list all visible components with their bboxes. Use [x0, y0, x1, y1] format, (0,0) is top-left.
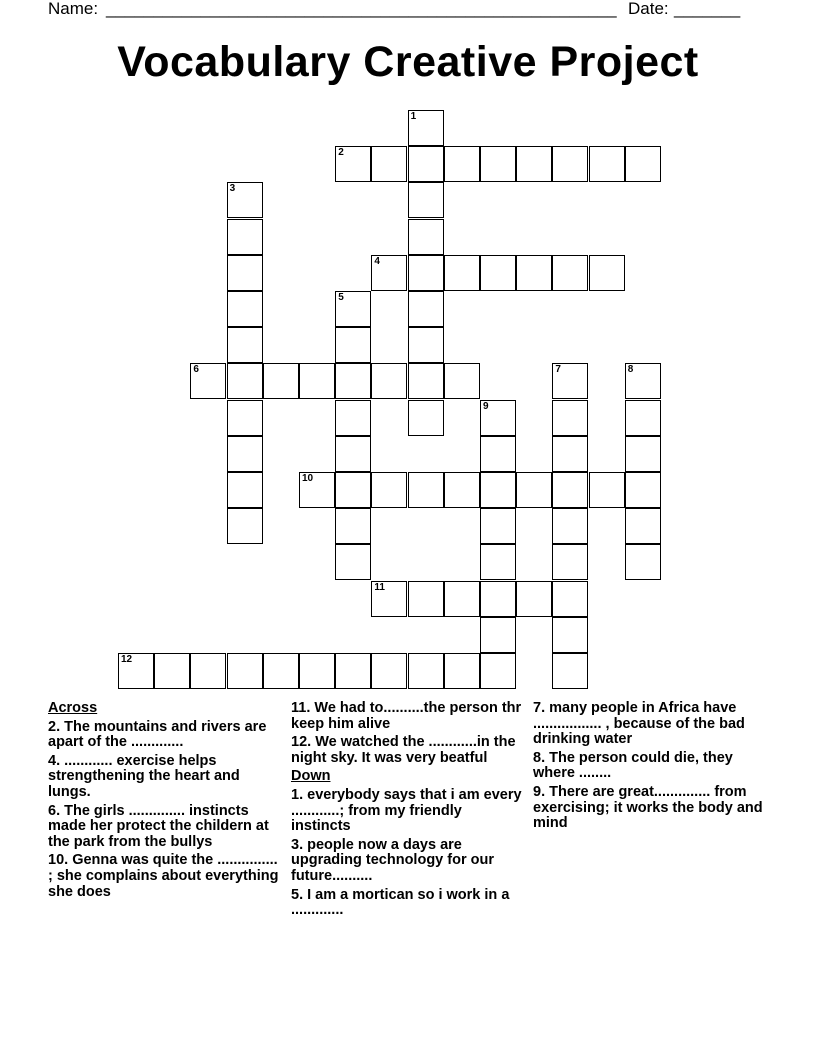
clue-text: We had to..........the person thr keep him alive [291, 700, 522, 732]
cell-number: 9 [483, 400, 489, 412]
crossword-cell[interactable] [589, 146, 625, 182]
crossword-cell[interactable] [190, 653, 226, 689]
crossword-cell[interactable] [371, 146, 407, 182]
crossword-cell[interactable] [118, 653, 154, 689]
crossword-cell[interactable] [444, 146, 480, 182]
cell-number: 5 [338, 292, 344, 303]
clue-down-3 [291, 838, 523, 885]
crossword-cell[interactable] [335, 146, 371, 182]
crossword-cell[interactable] [516, 581, 552, 617]
crossword-cell[interactable] [625, 436, 661, 472]
crossword-cell[interactable] [552, 255, 588, 291]
cell-number: 10 [302, 473, 314, 484]
cell-number: 7 [555, 364, 561, 376]
clue-down-9 [533, 785, 768, 832]
crossword-cell[interactable] [408, 653, 444, 689]
date-label: Date: [628, 0, 669, 18]
name-label: Name: [48, 0, 99, 18]
crossword-cell[interactable] [589, 472, 625, 508]
crossword-cell[interactable] [552, 581, 588, 617]
crossword-cell[interactable] [625, 363, 661, 399]
clue-across-10 [48, 853, 284, 900]
crossword-cell[interactable] [480, 472, 516, 508]
crossword-cell[interactable] [408, 219, 444, 255]
crossword-cell[interactable] [190, 363, 226, 399]
cell-number: 3 [229, 183, 236, 195]
clue-text: There are great.............. from exercising; it works the body and mind [533, 783, 763, 832]
crossword-cell[interactable] [516, 146, 552, 182]
crossword-cell[interactable] [625, 400, 661, 436]
clue-text: people now a days are upgrading technology for our future.......... [291, 836, 494, 884]
clue-number: 5. [291, 886, 304, 903]
cell-number: 8 [627, 364, 634, 376]
clue-text: ............ exercise helps strengthening the heart and lungs. [48, 752, 240, 800]
crossword-cell[interactable] [227, 255, 263, 291]
crossword-cell[interactable] [444, 581, 480, 617]
crossword-cell[interactable] [444, 472, 480, 508]
crossword-cell[interactable] [408, 472, 444, 508]
crossword-cell[interactable] [444, 363, 480, 399]
crossword-cell[interactable] [335, 508, 371, 544]
crossword-cell[interactable] [480, 400, 516, 436]
crossword-cell[interactable] [227, 472, 263, 508]
crossword-cell[interactable] [335, 291, 371, 327]
crossword-cell[interactable] [480, 255, 516, 291]
crossword-cell[interactable] [335, 400, 371, 436]
crossword-cell[interactable] [227, 182, 263, 218]
clue-number: 10. [48, 852, 69, 869]
date-field[interactable]: _______ [674, 0, 741, 18]
clue-number: 4. [48, 752, 61, 769]
cell-number: 4 [374, 255, 380, 267]
clue-down-8 [533, 751, 768, 782]
crossword-cell[interactable] [408, 327, 444, 363]
cell-number: 2 [338, 147, 344, 159]
name-field[interactable]: ______________________________________________________ [106, 0, 617, 18]
clue-number: 3. [291, 836, 304, 853]
crossword-cell[interactable] [552, 146, 588, 182]
crossword-cell[interactable] [408, 110, 444, 146]
clue-number: 12. [291, 734, 312, 751]
crossword-cell[interactable] [227, 327, 263, 363]
crossword-cell[interactable] [552, 544, 588, 580]
crossword-cell[interactable] [625, 544, 661, 580]
crossword-cell[interactable] [480, 581, 516, 617]
clue-across-2 [48, 720, 284, 751]
crossword-cell[interactable] [589, 255, 625, 291]
clue-text: The girls .............. instincts made her protect the childern at the park from the bullys [48, 802, 269, 850]
clue-number: 9. [533, 783, 546, 800]
crossword-cell[interactable] [227, 436, 263, 472]
crossword-cell[interactable] [552, 508, 588, 544]
clue-number: 8. [533, 749, 546, 766]
crossword-cell[interactable] [335, 363, 371, 399]
crossword-cell[interactable] [408, 581, 444, 617]
clues-column-2 [291, 701, 523, 922]
crossword-cell[interactable] [408, 182, 444, 218]
clue-across-4 [48, 754, 284, 801]
clue-text: many people in Africa have ................. , because of the bad drinking water [533, 700, 745, 748]
clue-number: 11. [291, 700, 311, 716]
crossword-cell[interactable] [444, 255, 480, 291]
crossword-cell[interactable] [371, 255, 407, 291]
crossword-cell[interactable] [480, 146, 516, 182]
crossword-cell[interactable] [299, 363, 335, 399]
crossword-cell[interactable] [480, 436, 516, 472]
clue-down-1 [291, 788, 523, 835]
crossword-cell[interactable] [625, 508, 661, 544]
clue-down-5 [291, 888, 523, 919]
crossword-cell[interactable] [263, 363, 299, 399]
crossword-cell[interactable] [371, 653, 407, 689]
crossword-cell[interactable] [444, 653, 480, 689]
crossword-cell[interactable] [227, 291, 263, 327]
clue-across-12 [291, 735, 523, 766]
crossword-cell[interactable] [227, 400, 263, 436]
cell-number: 11 [374, 581, 385, 593]
crossword-cell[interactable] [335, 472, 371, 508]
crossword-cell[interactable] [371, 363, 407, 399]
clue-text: I am a mortican so i work in a ............. [291, 886, 510, 919]
clues-column-1 [48, 701, 284, 903]
clue-text: everybody says that i am every ............; from my friendly instincts [291, 786, 522, 835]
crossword-cell[interactable] [625, 472, 661, 508]
clue-number: 1. [291, 786, 304, 803]
crossword-cell[interactable] [371, 581, 407, 617]
crossword-cell[interactable] [480, 544, 516, 580]
crossword-cell[interactable] [227, 219, 263, 255]
clue-text: Genna was quite the ............... ; she complains about everything she does [48, 852, 279, 900]
crossword-cell[interactable] [480, 653, 516, 689]
crossword-cell[interactable] [480, 617, 516, 653]
clue-across-11 [291, 701, 523, 732]
crossword-cell[interactable] [154, 653, 190, 689]
crossword-cell[interactable] [408, 146, 444, 182]
crossword-cell[interactable] [227, 653, 263, 689]
crossword-cell[interactable] [335, 436, 371, 472]
crossword-cell[interactable] [227, 508, 263, 544]
crossword-cell[interactable] [408, 291, 444, 327]
clues-column-3 [533, 701, 768, 835]
down-heading: Down [291, 768, 331, 785]
crossword-cell[interactable] [552, 400, 588, 436]
crossword-cell[interactable] [299, 653, 335, 689]
crossword-cell[interactable] [299, 472, 335, 508]
crossword-cell[interactable] [552, 363, 588, 399]
cell-number: 6 [193, 364, 199, 376]
crossword-cell[interactable] [335, 653, 371, 689]
crossword-cell[interactable] [371, 472, 407, 508]
crossword-cell[interactable] [408, 255, 444, 291]
crossword-cell[interactable] [625, 146, 661, 182]
clue-text: The person could die, they where ........ [533, 749, 733, 782]
page-title: Vocabulary Creative Project [117, 38, 699, 86]
clue-across-6 [48, 804, 284, 851]
crossword-cell[interactable] [227, 363, 263, 399]
crossword-cell[interactable] [335, 544, 371, 580]
crossword-cell[interactable] [516, 255, 552, 291]
clue-text: We watched the ............in the night sky. It was very beatful [291, 734, 516, 766]
crossword-cell[interactable] [516, 472, 552, 508]
crossword-cell[interactable] [335, 327, 371, 363]
crossword-cell[interactable] [552, 472, 588, 508]
crossword-cell[interactable] [263, 653, 299, 689]
clue-number: 2. [48, 718, 61, 735]
cell-number: 12 [121, 654, 133, 665]
crossword-cell[interactable] [552, 436, 588, 472]
crossword-cell[interactable] [552, 653, 588, 689]
crossword-cell[interactable] [408, 400, 444, 436]
crossword-cell[interactable] [480, 508, 516, 544]
clue-number: 6. [48, 802, 61, 819]
clue-number: 7. [533, 700, 546, 716]
cell-number: 1 [410, 111, 417, 122]
clue-text: The mountains and rivers are apart of the ............. [48, 718, 267, 751]
clue-down-7 [533, 701, 768, 748]
across-heading: Across [48, 700, 98, 716]
crossword-cell[interactable] [408, 363, 444, 399]
crossword-cell[interactable] [552, 617, 588, 653]
